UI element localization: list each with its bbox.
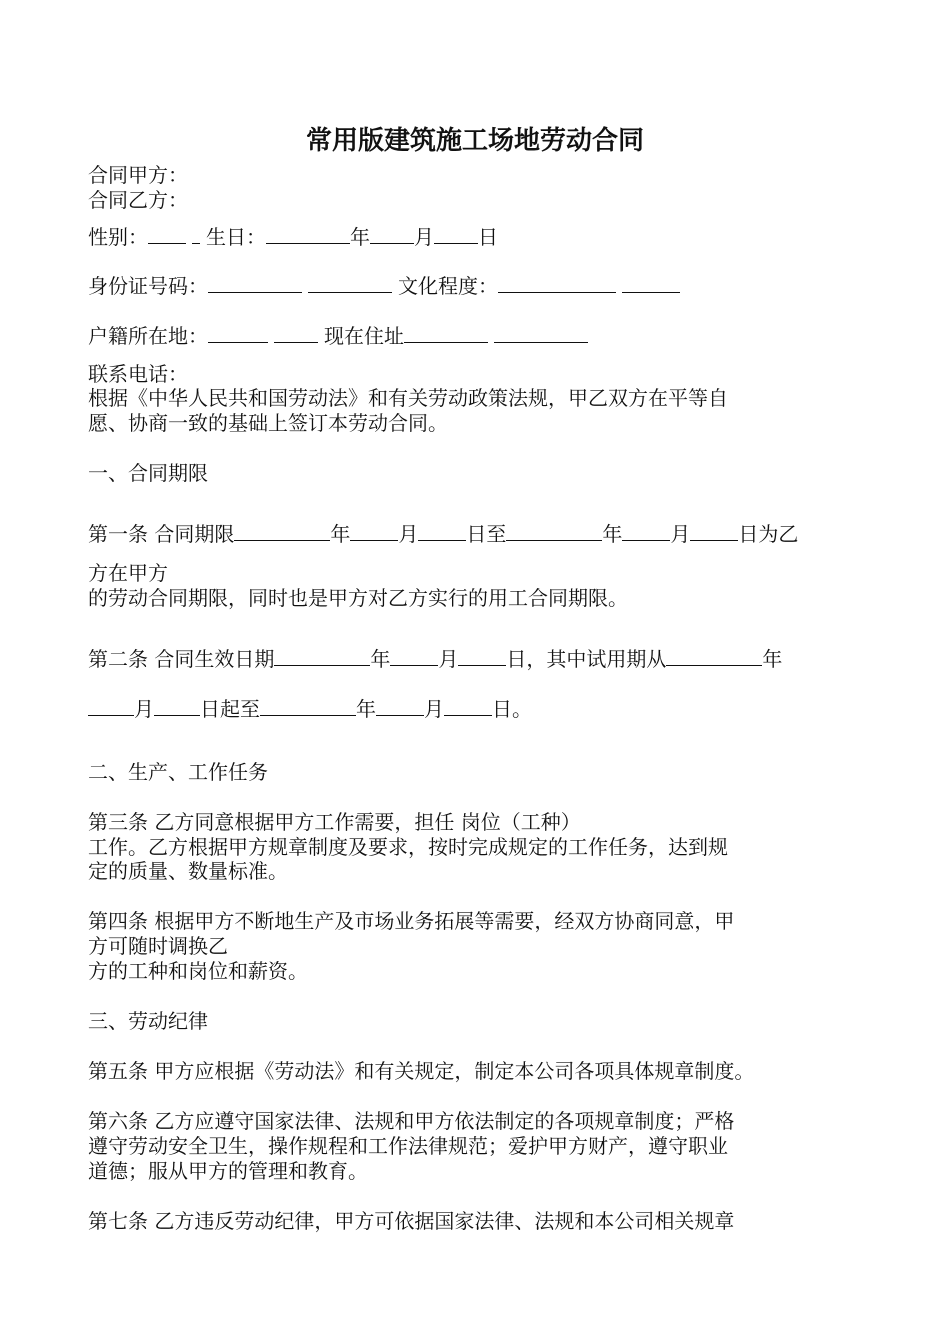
household-blank	[208, 324, 268, 343]
day-text: 日	[478, 225, 498, 249]
birth-month-blank	[370, 225, 414, 244]
article-6-line-1: 第六条 乙方应遵守国家法律、法规和甲方依法制定的各项规章制度；严格	[88, 1109, 735, 1133]
education-blank	[498, 274, 616, 293]
art2-eff-day-blank	[458, 647, 506, 666]
article-2-line-1	[88, 647, 782, 671]
month-text: 月	[424, 697, 444, 721]
art2-prefix: 第二条 合同生效日期	[88, 647, 275, 671]
art1-to-text: 日至	[466, 522, 507, 546]
address-label: 现在住址	[324, 324, 404, 348]
party-a-line: 合同甲方：	[88, 163, 188, 187]
art2-end-month-blank	[376, 697, 424, 716]
article-1-line-3: 的劳动合同期限，同时也是甲方对乙方实行的用工合同期限。	[88, 586, 628, 610]
article-4-line-3: 方的工种和岗位和薪资。	[88, 959, 308, 983]
intro-line-2: 愿、协商一致的基础上签订本劳动合同。	[88, 411, 448, 435]
id-label: 身份证号码：	[88, 274, 208, 298]
art1-start-month-blank	[350, 522, 398, 541]
article-1-line-2: 方在甲方	[88, 561, 168, 585]
article-4-line-2: 方可随时调换乙	[88, 934, 228, 958]
id-blank-2	[308, 274, 392, 293]
month-text: 月	[414, 225, 434, 249]
art1-suffix: 日为乙	[738, 522, 799, 546]
gender-label: 性别：	[88, 225, 148, 249]
article-2-line-2	[88, 697, 532, 721]
article-3-line-2: 工作。乙方根据甲方规章制度及要求，按时完成规定的工作任务，达到规	[88, 835, 728, 859]
household-blank-2	[274, 324, 318, 343]
art1-start-year-blank	[234, 522, 330, 541]
article-6-line-2: 遵守劳动安全卫生，操作规程和工作法律规范；爱护甲方财产，遵守职业	[88, 1134, 728, 1158]
party-b-line: 合同乙方：	[88, 188, 188, 212]
year-text: 年	[350, 225, 370, 249]
gender-blank	[148, 225, 186, 244]
section-2-heading: 二、生产、工作任务	[88, 760, 268, 784]
art2-end-text: 日。	[492, 697, 532, 721]
art2-from-text: 日起至	[200, 697, 260, 721]
id-blank	[208, 274, 302, 293]
education-blank-2	[622, 274, 680, 293]
art2-eff-year-blank	[274, 647, 370, 666]
gender-birthday-line	[88, 225, 498, 249]
article-1-line-1	[88, 522, 798, 546]
phone-line: 联系电话：	[88, 362, 188, 386]
year-text: 年	[330, 522, 351, 546]
birth-year-blank	[266, 225, 350, 244]
month-text: 月	[670, 522, 691, 546]
id-education-line	[88, 274, 680, 298]
article-7-line-1: 第七条 乙方违反劳动纪律，甲方可依据国家法律、法规和本公司相关规章	[88, 1209, 735, 1233]
year-text: 年	[762, 647, 783, 671]
year-text: 年	[356, 697, 376, 721]
year-text: 年	[602, 522, 623, 546]
art1-end-year-blank	[506, 522, 602, 541]
month-text: 月	[438, 647, 459, 671]
art2-end-day-blank	[444, 697, 492, 716]
article-3-line-3: 定的质量、数量标准。	[88, 859, 288, 883]
year-text: 年	[370, 647, 391, 671]
household-address-line	[88, 324, 588, 348]
art1-prefix: 第一条 合同期限	[88, 522, 235, 546]
birth-day-blank	[434, 225, 478, 244]
education-label: 文化程度：	[398, 274, 498, 298]
birthday-label: 生日：	[206, 225, 266, 249]
art2-trial-month-blank	[88, 697, 134, 716]
contract-title: 常用版建筑施工场地劳动合同	[305, 126, 644, 156]
article-4-line-1: 第四条 根据甲方不断地生产及市场业务拓展等需要，经双方协商同意，甲	[88, 909, 735, 933]
gender-blank-2	[192, 225, 200, 244]
art1-start-day-blank	[418, 522, 466, 541]
art2-eff-month-blank	[390, 647, 438, 666]
art2-mid-text: 日，其中试用期从	[506, 647, 667, 671]
section-3-heading: 三、劳动纪律	[88, 1009, 208, 1033]
article-3-line-1: 第三条 乙方同意根据甲方工作需要，担任 岗位（工种）	[88, 810, 581, 834]
art1-end-month-blank	[622, 522, 670, 541]
article-5-line-1: 第五条 甲方应根据《劳动法》和有关规定，制定本公司各项具体规章制度。	[88, 1059, 755, 1083]
article-6-line-3: 道德；服从甲方的管理和教育。	[88, 1159, 368, 1183]
art2-trial-day-blank	[154, 697, 200, 716]
household-label: 户籍所在地：	[88, 324, 208, 348]
address-blank-2	[494, 324, 588, 343]
art2-end-year-blank	[260, 697, 356, 716]
month-text: 月	[398, 522, 419, 546]
intro-line-1: 根据《中华人民共和国劳动法》和有关劳动政策法规，甲乙双方在平等自	[88, 386, 728, 410]
art2-trial-year-blank	[666, 647, 762, 666]
section-1-heading: 一、合同期限	[88, 461, 208, 485]
month-text: 月	[134, 697, 154, 721]
art1-end-day-blank	[690, 522, 738, 541]
address-blank	[404, 324, 488, 343]
